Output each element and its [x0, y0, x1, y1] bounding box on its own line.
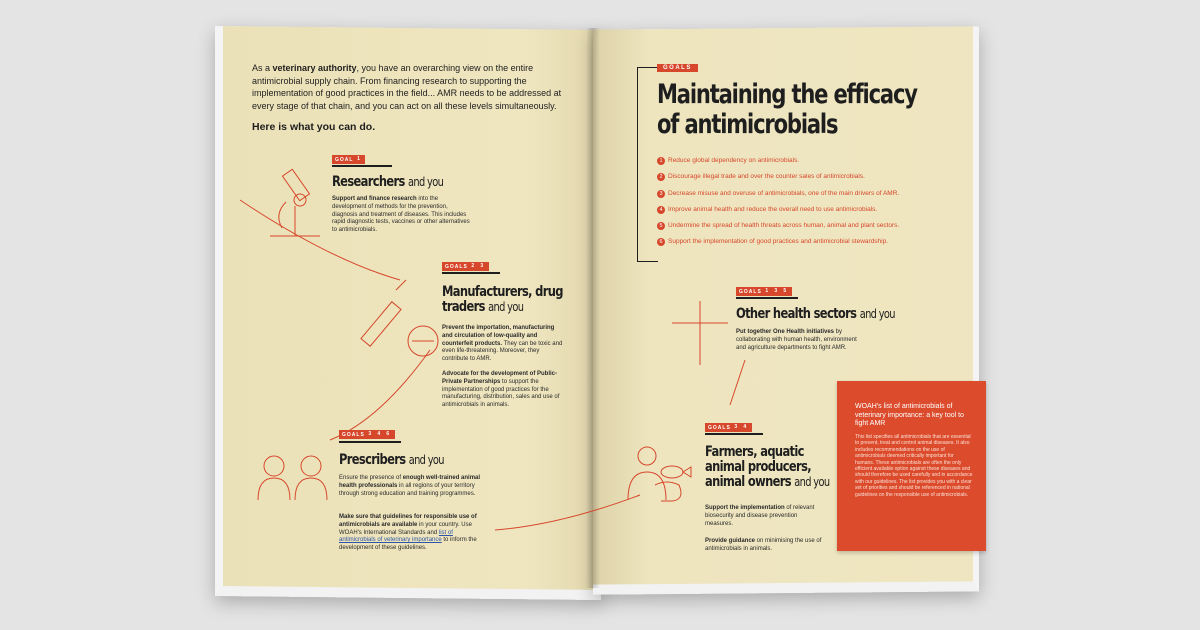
goal-item: 1 Reduce global dependency on antimicrobials. — [657, 156, 957, 172]
intro-cta: Here is what you can do. — [252, 121, 376, 133]
researchers-body: Support and finance research into the development of methods for the prevention, diagnosis and treatment of diseases. This includes rapid diagnostic tests, vaccines or other alternatives to antimicrobials. — [332, 196, 470, 234]
goal-item: 6 Support the implementation of good practices and antimicrobial stewardship. — [657, 237, 957, 253]
prescribers-title: Prescribers and you — [339, 452, 444, 468]
goal-item: 5 Undermine the spread of health threats across human, animal and plant sectors. — [657, 221, 957, 237]
divider — [339, 441, 401, 443]
prescribers-body-1: Ensure the presence of enough well-trained animal health professionals in all regions of your territory through strong education and training programmes. — [339, 475, 481, 497]
divider — [705, 433, 763, 435]
goal-item: 4 Improve animal health and reduce the overall need to use antimicrobials. — [657, 205, 957, 221]
goal-tag-researchers: GOAL 1 — [332, 155, 365, 164]
goals-badge: GOALS — [657, 64, 698, 72]
divider — [332, 165, 392, 167]
woah-callout-title: WOAH's list of antimicrobials of veterinary importance: a key tool to fight AMR — [855, 403, 964, 427]
manufacturers-body-1: Prevent the importation, manufacturing and circulation of low-quality and counterfeit products. They can be toxic and even life-threatening. Moreover, they contribute to AMR. — [442, 325, 563, 363]
goals-title: Maintaining the efficacy of antimicrobials — [657, 79, 917, 140]
goal-item: 3 Decrease misuse and overuse of antimicrobials, one of the main drivers of AMR. — [657, 189, 957, 205]
other-sectors-title: Other health sectors and you — [736, 306, 895, 322]
goals-list — [657, 156, 957, 254]
divider — [736, 297, 798, 299]
woah-callout-body: This list specifies all antimicrobials that are essential to prevent, treat and control animal diseases. It also includes recommendations on the use of antimicrobials deemed critically important for humans. These antimicrobials are often the only efficient available option against these diseases and should therefore be used carefully and in accordance with our guidelines. The list provides you with a clear set of priorities and should be referenced in national guidelines on the responsible use of antimicrobials. — [855, 434, 973, 498]
farmers-body-2: Provide guidance on minimising the use of antimicrobials in animals. — [705, 538, 822, 552]
divider — [442, 272, 500, 274]
goals-bracket — [637, 67, 658, 262]
other-sectors-body: Put together One Health initiatives by collaborating with human health, environment and agriculture departments to fight AMR. — [736, 329, 857, 351]
manufacturers-body-2: Advocate for the development of Public-Private Partnerships to support the implementation of good practices for the manufacturing, distribution, sales and use of antimicrobials in animals. — [442, 371, 560, 409]
goal-tag-manufacturers: GOALS 2 3 — [442, 262, 489, 271]
goal-tag-farmers: GOALS 3 4 — [705, 423, 752, 432]
goal-tag-other-sectors: GOALS 1 3 5 — [736, 287, 792, 296]
goal-item: 2 Discourage illegal trade and over the counter sales of antimicrobials. — [657, 172, 957, 188]
researchers-title: Researchers and you — [332, 174, 444, 190]
veterinary-list-link[interactable]: list of antimicrobials of veterinary importance — [339, 529, 453, 544]
goal-tag-prescribers: GOALS 3 4 6 — [339, 430, 395, 439]
intro-paragraph: As a veterinary authority, you have an overarching view on the entire antimicrobial supply chain. From financing research to supporting the implementation of good practices in the field... AMR needs to be addressed at every stage of that chain, and you can act on all these levels simultaneously. — [252, 63, 562, 111]
prescribers-body-2: Make sure that guidelines for responsible use of antimicrobials are available in your country. Use WOAH's International Standards and list of antimicrobials of veterinary importance to inform the development of these guidelines. — [339, 514, 477, 552]
farmers-body-1: Support the implementation of relevant biosecurity and disease prevention measures. — [705, 505, 815, 527]
farmers-title: Farmers, aquatic animal producers, animal owners and you — [705, 444, 830, 490]
manufacturers-title: Manufacturers, drug traders and you — [442, 284, 563, 315]
